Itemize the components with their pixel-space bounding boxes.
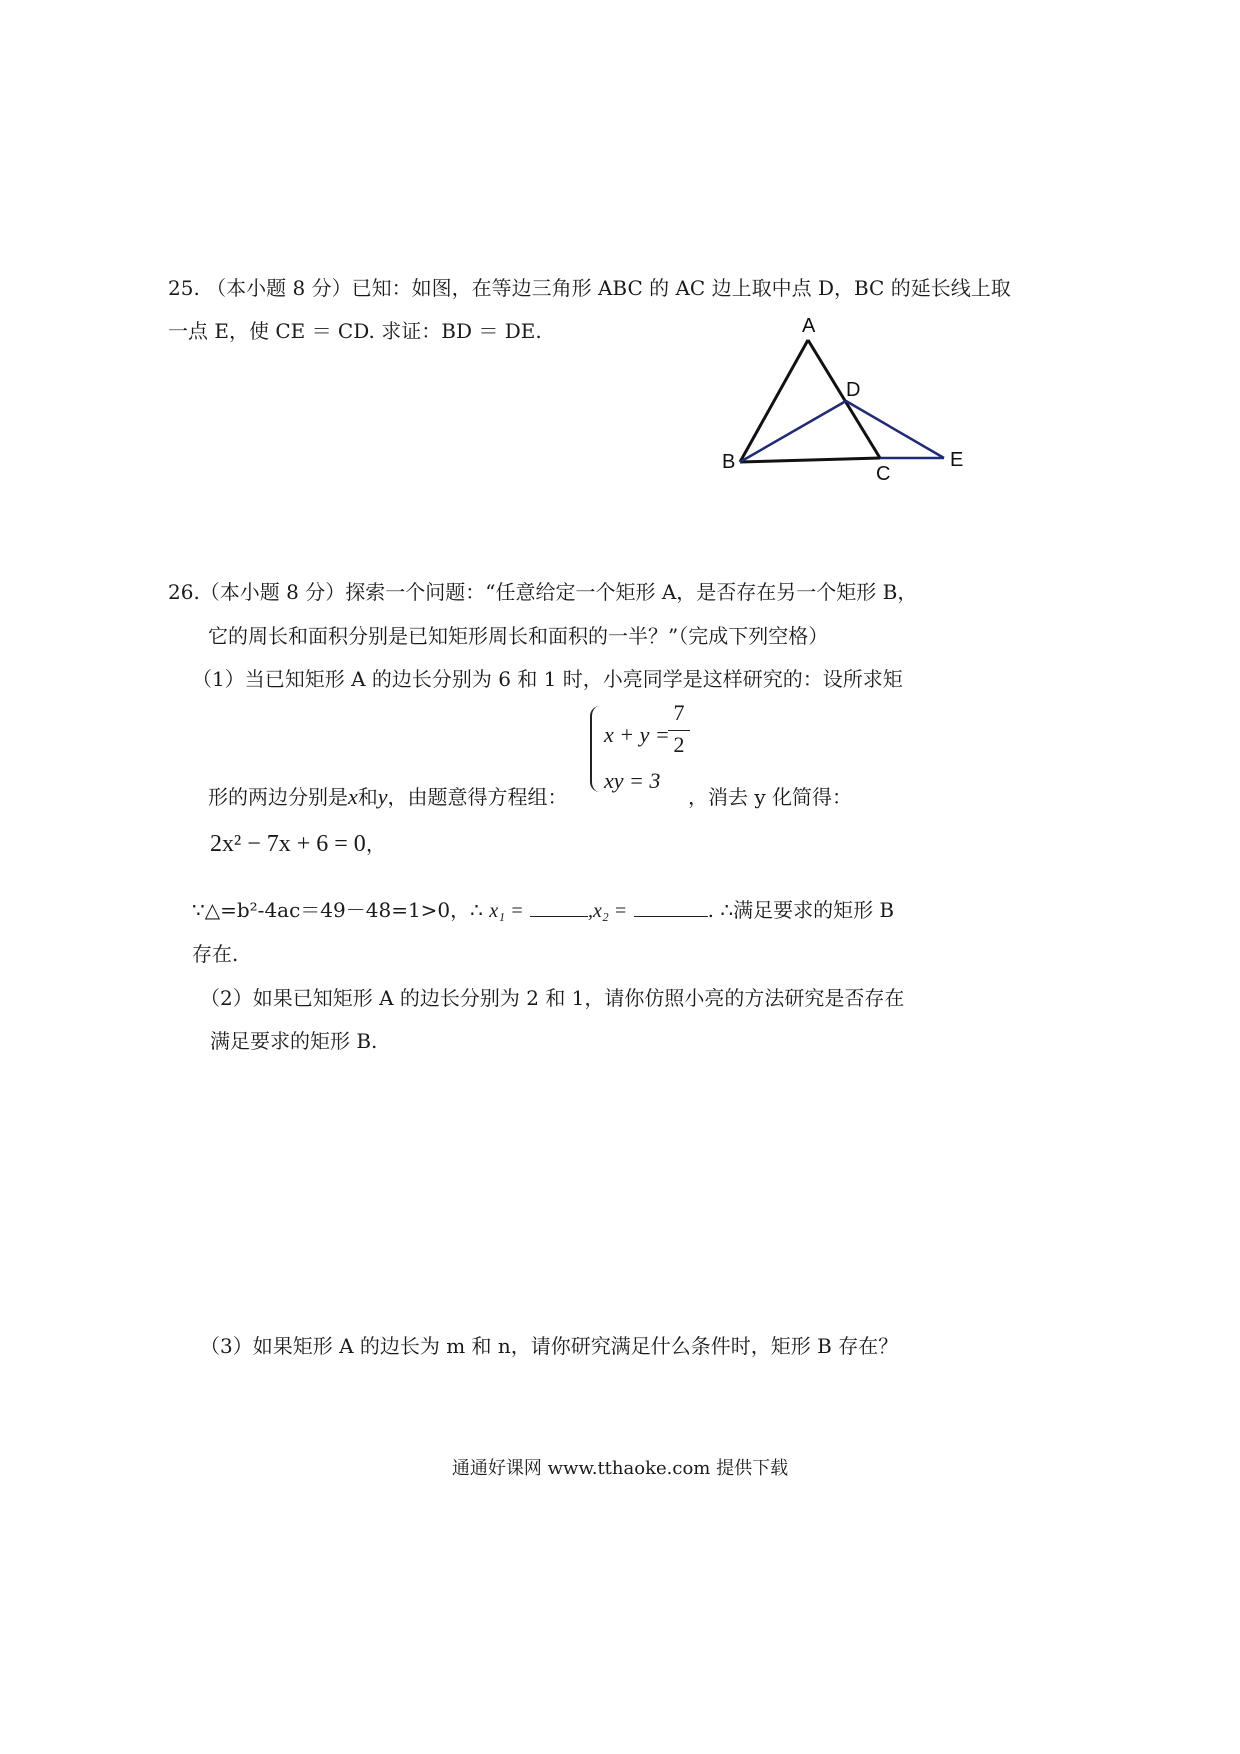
quadratic-line	[210, 830, 386, 858]
system-eq1-numerator: 7	[673, 700, 685, 725]
side-bc	[740, 458, 880, 462]
q26-part2-line-2: 满足要求的矩形 B.	[210, 1029, 378, 1053]
label-e: E	[950, 449, 964, 471]
fraction-bar	[668, 730, 690, 731]
q26-part1-line-2	[208, 783, 568, 811]
var-x: x	[348, 784, 358, 809]
q26-line-1: 26.（本小题 8 分）探索一个问题：“任意给定一个矩形 A，是否存在另一个矩形 B，	[168, 580, 918, 604]
q25-line-2: 一点 E，使 CE ＝ CD. 求证：BD ＝ DE.	[168, 319, 542, 343]
label-b: B	[722, 451, 736, 473]
quadratic-equation: 2x² − 7x + 6 = 0	[210, 831, 366, 857]
q26-part1-line-1: （1）当已知矩形 A 的边长分别为 6 和 1 时，小亮同学是这样研究的：设所求矩	[192, 667, 903, 691]
text-segment: 形的两边分别是	[208, 785, 348, 809]
x1-label: x₁ =	[489, 900, 524, 922]
q26-part1-line-5: 存在.	[192, 942, 239, 966]
side-ac	[808, 340, 880, 458]
text-segment: . ∴满足要求的矩形 B	[707, 898, 895, 922]
x2-answer-blank[interactable]	[634, 900, 708, 917]
label-a: A	[802, 315, 816, 337]
label-c: C	[876, 463, 891, 485]
system-eq1-lhs: x + y =	[604, 722, 670, 747]
system-eq1-denominator: 2	[673, 732, 685, 757]
system-brace	[590, 706, 602, 792]
discriminant-line	[192, 896, 894, 925]
system-eq2: xy = 3	[604, 768, 661, 793]
q26-part1-line-2b: ，消去 y 化简得：	[688, 785, 853, 809]
x2-label: x₂ =	[592, 900, 628, 922]
page-footer: 通通好课网 www.tthaoke.com 提供下载	[451, 1458, 789, 1479]
segment-de	[846, 401, 944, 458]
label-d: D	[846, 379, 861, 401]
x1-answer-blank[interactable]	[530, 900, 588, 917]
text-segment: ,	[587, 900, 593, 922]
q25-line-1: 25. （本小题 8 分）已知：如图，在等边三角形 ABC 的 AC 边上取中点 D，BC 的延长线上取	[168, 276, 1011, 300]
var-y: y	[377, 784, 388, 809]
text-segment: ，由题意得方程组：	[387, 785, 568, 809]
q26-part2-line-1: （2）如果已知矩形 A 的边长分别为 2 和 1，请你仿照小亮的方法研究是否存在	[200, 986, 905, 1010]
text-segment: ∵△=b²-4ac＝49－48=1>0，∴	[192, 898, 483, 922]
q26-line-2: 它的周长和面积分别是已知矩形周长和面积的一半？”（完成下列空格）	[208, 624, 829, 648]
text-segment: 和	[357, 785, 378, 809]
text-segment: ，	[365, 832, 386, 856]
triangle-figure	[720, 310, 1000, 490]
equation-system	[590, 700, 700, 796]
q26-part3-line-1: （3）如果矩形 A 的边长为 m 和 n，请你研究满足什么条件时，矩形 B 存在？	[200, 1334, 899, 1358]
